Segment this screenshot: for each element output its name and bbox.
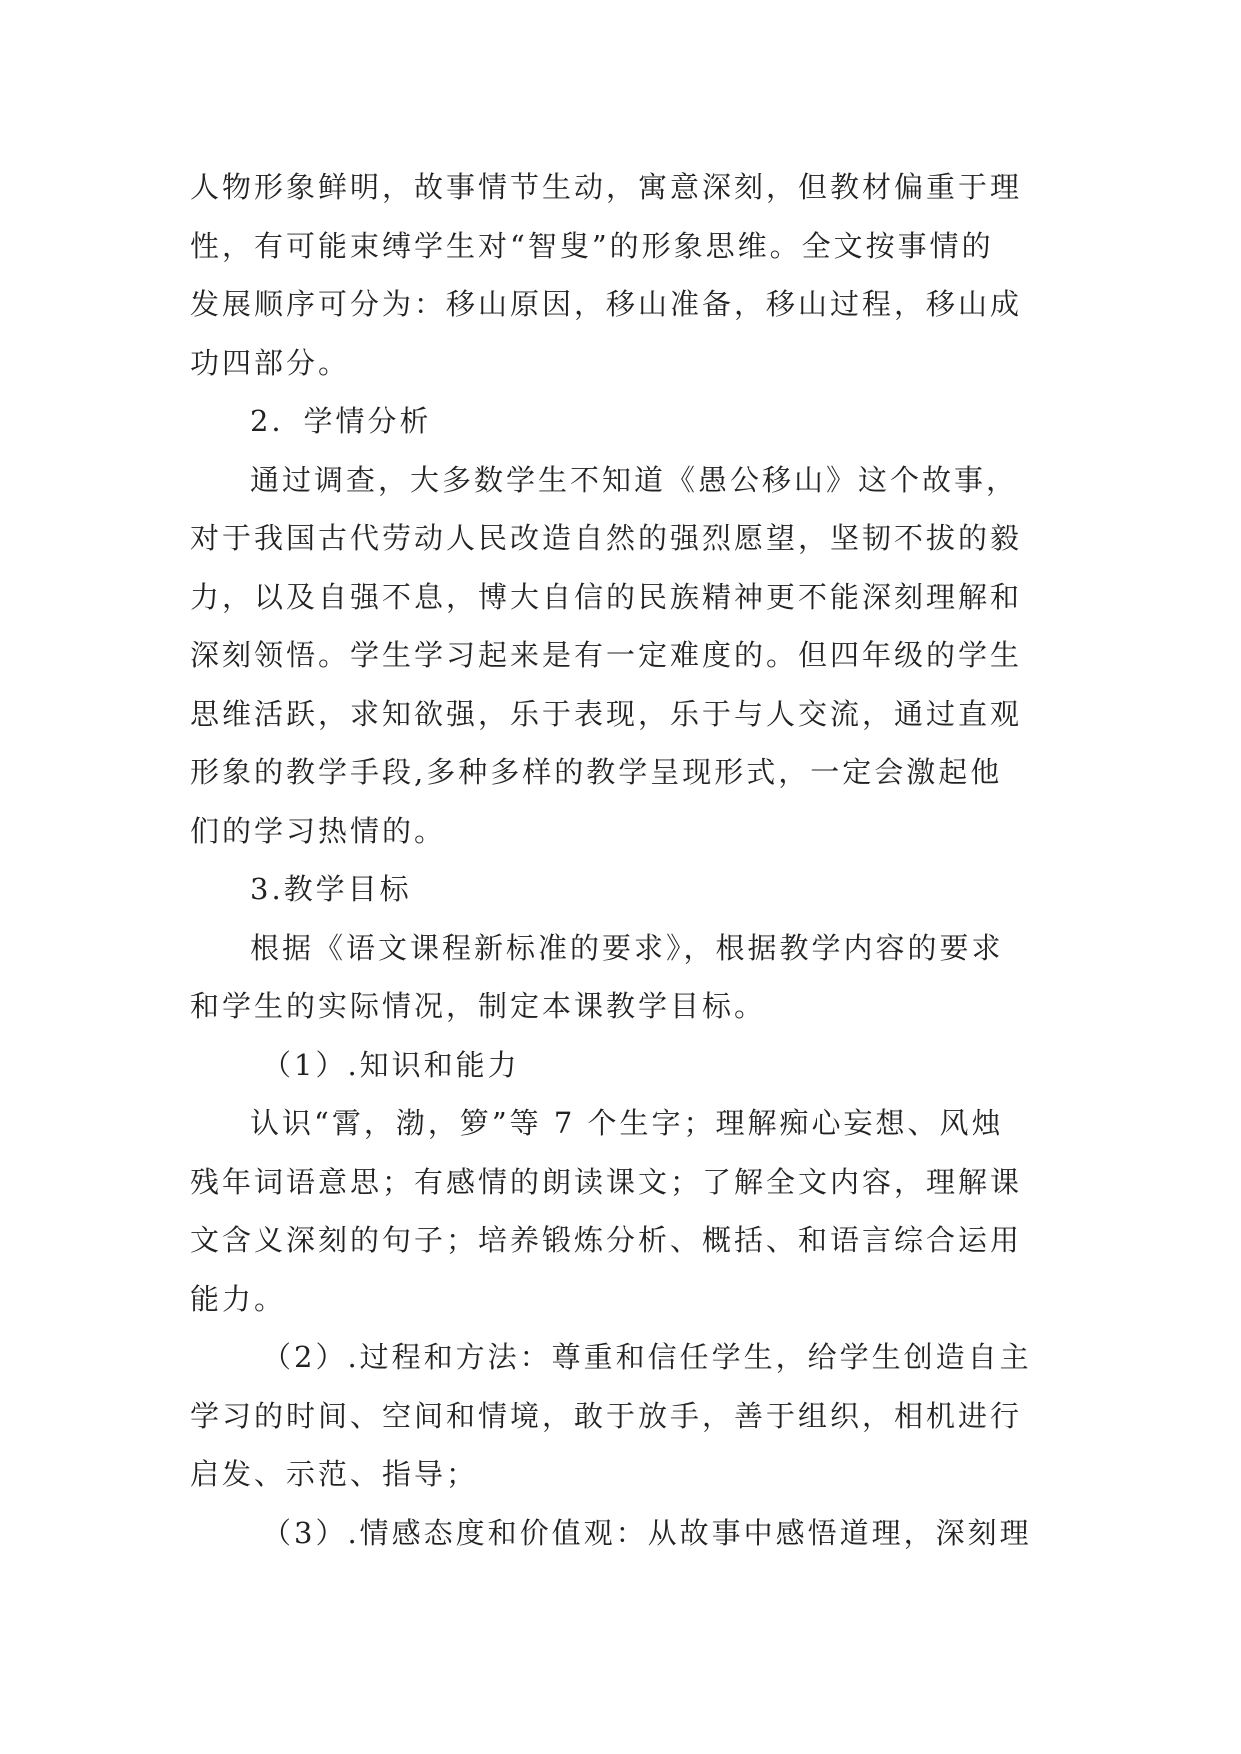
section-heading: 2．学情分析	[250, 404, 432, 438]
text-line: 通过调查，大多数学生不知道《愚公移山》这个故事，	[250, 462, 1019, 497]
text-line: 能力。	[190, 1281, 287, 1316]
text-line: 力，以及自强不息，博大自信的民族精神更不能深刻理解和	[190, 579, 1023, 614]
text-line: 学习的时间、空间和情境，敢于放手，善于组织，相机进行	[190, 1398, 1023, 1433]
text-line: （3）.情感态度和价值观：从故事中感悟道理，深刻理	[262, 1515, 1032, 1550]
text-line: 功四部分。	[190, 345, 351, 380]
text-line: 认识“霄，渤，箩”等 7 个生字；理解痴心妄想、风烛	[250, 1106, 1004, 1140]
text-line: 根据《语文课程新标准的要求》，根据教学内容的要求	[250, 930, 1004, 965]
text-line: 发展顺序可分为：移山原因，移山准备，移山过程，移山成	[190, 287, 1023, 321]
text-line: 们的学习热情的。	[190, 813, 447, 848]
body-text	[190, 158, 1060, 1562]
text-line: 对于我国古代劳动人民改造自然的强烈愿望，坚韧不拔的毅	[190, 521, 1023, 555]
text-line: 深刻领悟。学生学习起来是有一定难度的。但四年级的学生	[190, 638, 1023, 672]
text-line: 思维活跃，求知欲强，乐于表现，乐于与人交流，通过直观	[190, 696, 1023, 731]
section-heading: 3.教学目标	[250, 872, 412, 906]
text-line: 启发、示范、指导；	[190, 1457, 479, 1491]
text-line: 人物形象鲜明，故事情节生动，寓意深刻，但教材偏重于理	[190, 170, 1023, 204]
text-line: 性，有可能束缚学生对“智叟”的形象思维。全文按事情的	[190, 228, 994, 263]
text-line: 残年词语意思；有感情的朗读课文；了解全文内容，理解课	[190, 1164, 1023, 1199]
text-line: （2）.过程和方法：尊重和信任学生，给学生创造自主	[262, 1340, 1032, 1374]
subsection-heading: （1）.知识和能力	[262, 1047, 520, 1082]
text-line: 和学生的实际情况，制定本课教学目标。	[190, 989, 767, 1023]
text-line: 文含义深刻的句子；培养锻炼分析、概括、和语言综合运用	[190, 1223, 1023, 1257]
text-line: 形象的教学手段,多种多样的教学呈现形式，一定会激起他	[190, 755, 1003, 789]
